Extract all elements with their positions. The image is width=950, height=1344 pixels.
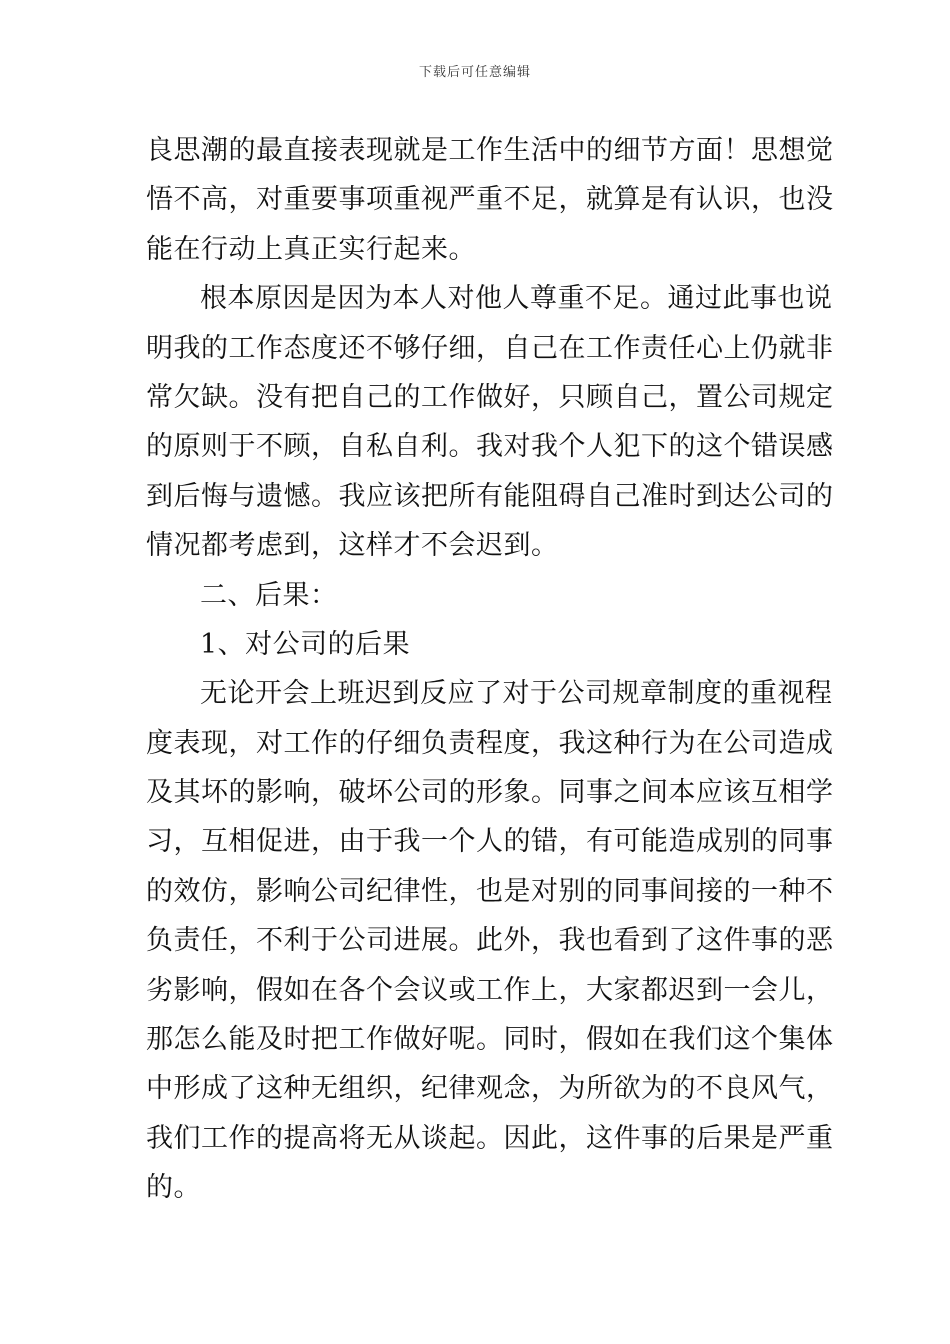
text-line: 度表现，对工作的仔细负责程度，我这种行为在公司造成 [146,727,834,759]
text-line: 情况都考虑到，这样才不会迟到。 [146,530,559,562]
text-line: 习，互相促进，由于我一个人的错，有可能造成别的同事 [146,826,834,858]
text-line: 劣影响，假如在各个会议或工作上，大家都迟到一会儿， [146,974,834,1006]
text-line: 悟不高，对重要事项重视严重不足，就算是有认识，也没 [146,184,834,216]
text-line: 根本原因是因为本人对他人尊重不足。通过此事也说 [200,283,833,315]
text-line: 那怎么能及时把工作做好呢。同时，假如在我们这个集体 [146,1024,834,1056]
text-line: 的原则于不顾，自私自利。我对我个人犯下的这个错误感 [146,431,834,463]
document-body [146,126,834,1213]
text-line: 无论开会上班迟到反应了对于公司规章制度的重视程 [200,678,833,710]
text-line: 中形成了这种无组织，纪律观念，为所欲为的不良风气， [146,1073,834,1105]
text-line: 到后悔与遗憾。我应该把所有能阻碍自己准时到达公司的 [146,480,834,512]
text-line: 的。 [146,1172,201,1204]
text-line: 的效仿，影响公司纪律性，也是对别的同事间接的一种不 [146,875,834,907]
text-line: 良思潮的最直接表现就是工作生活中的细节方面！思想觉 [146,135,834,166]
text-line: 明我的工作态度还不够仔细，自己在工作责任心上仍就非 [146,332,834,364]
text-line: 负责任，不利于公司进展。此外，我也看到了这件事的恶 [146,925,834,957]
subsection-heading: 1、对公司的后果 [200,628,411,660]
text-line: 及其坏的影响，破坏公司的形象。同事之间本应该互相学 [146,777,834,809]
section-heading: 二、后果： [200,579,338,611]
text-line: 常欠缺。没有把自己的工作做好，只顾自己，置公司规定 [146,381,834,413]
page-header: 下载后可任意编辑 [418,65,531,80]
text-line: 能在行动上真正实行起来。 [146,233,476,265]
text-line: 我们工作的提高将无从谈起。因此，这件事的后果是严重 [146,1122,834,1154]
